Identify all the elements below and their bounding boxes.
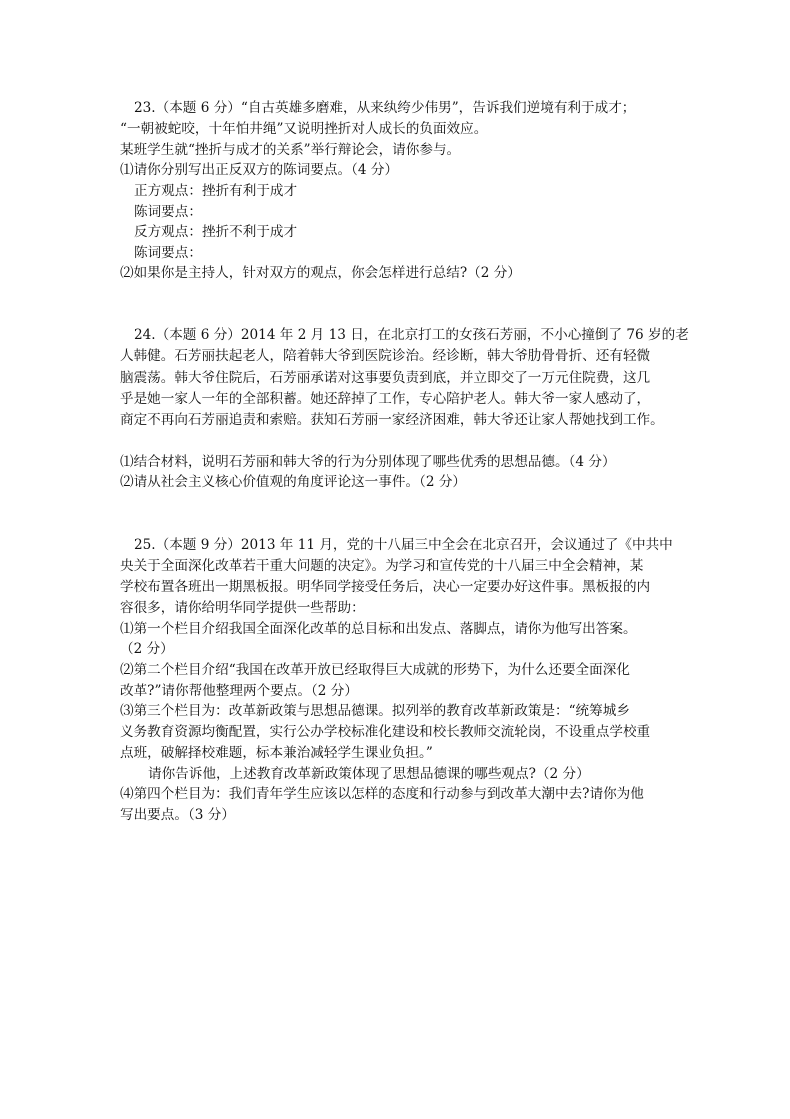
q24-line-4: 乎是她一家人一年的全部积蓄。她还辞掉了工作，专心陪护老人。韩大爷一家人感动了，: [120, 391, 651, 407]
q25-line-12: 请你告诉他，上述教育改革新政策体现了思想品德课的哪些观点?（2 分）: [148, 766, 590, 782]
q25-line-6: （2 分）: [120, 641, 174, 657]
q24-line-2: 人韩健。石芳丽扶起老人，陪着韩大爷到医院诊治。经诊断，韩大爷肋骨骨折、还有轻微: [120, 348, 651, 364]
q25-line-9: ⑶第三个栏目为：改革新政策与思想品德课。拟列举的教育改革新政策是：“统筹城乡: [120, 703, 630, 719]
q24-line-1: 24.（本题 6 分）2014 年 2 月 13 日，在北京打工的女孩石芳丽，不小心撞倒了 76 岁的老: [134, 327, 689, 343]
q24-line-3: 脑震荡。韩大爷住院后，石芳丽承诺对这事要负责到底，并立即交了一万元住院费，这几: [120, 370, 651, 386]
q25-line-2: 央关于全面深化改革若干重大问题的决定》。为学习和宣传党的十八届三中全会精神，某: [120, 558, 644, 574]
q25-line-14: 写出要点。（3 分）: [120, 807, 235, 823]
q23-line-6: 陈词要点：: [134, 204, 202, 220]
q23-line-3: 某班学生就“挫折与成才的关系”举行辩论会，请你参与。: [120, 142, 461, 158]
q23-line-1: 23.（本题 6 分）“自古英雄多磨难，从来纨绔少伟男”，告诉我们逆境有利于成才；: [134, 100, 636, 116]
q25-line-11: 点班，破解择校难题，标本兼治减轻学生课业负担。”: [120, 745, 433, 761]
q25-line-8: 改革?”请你帮他整理两个要点。（2 分）: [120, 683, 358, 699]
q25-line-3: 学校布置各班出一期黑板报。明华同学接受任务后，决心一定要办好这件事。黑板报的内: [120, 579, 651, 595]
q24-line-6: ⑴结合材料，说明石芳丽和韩大爷的行为分别体现了哪些优秀的思想品德。（4 分）: [120, 454, 616, 470]
q23-line-9: ⑵如果你是主持人，针对双方的观点，你会怎样进行总结?（2 分）: [120, 265, 521, 281]
q23-line-4: ⑴请你分别写出正反双方的陈词要点。（4 分）: [120, 162, 399, 178]
q24-line-5: 商定不再向石芳丽追责和索赔。获知石芳丽一家经济困难，韩大爷还让家人帮她找到工作。: [120, 412, 664, 428]
q25-line-10: 义务教育资源均衡配置，实行公办学校标准化建设和校长教师交流轮岗，不设重点学校重: [120, 724, 651, 740]
q23-line-5: 正方观点：挫折有利于成才: [134, 183, 298, 199]
q23-line-7: 反方观点：挫折不利于成才: [134, 224, 298, 240]
q23-line-8: 陈词要点：: [134, 245, 202, 261]
q25-line-5: ⑴第一个栏目介绍我国全面深化改革的总目标和出发点、落脚点，请你为他写出答案。: [120, 621, 637, 637]
q25-line-7: ⑵第二个栏目介绍“我国在改革开放已经取得巨大成就的形势下，为什么还要全面深化: [120, 662, 630, 678]
q25-line-4: 容很多，请你给明华同学提供一些帮助：: [120, 600, 365, 616]
q25-line-13: ⑷第四个栏目为：我们青年学生应该以怎样的态度和行动参与到改革大潮中去?请你为他: [120, 786, 644, 802]
q25-line-1: 25.（本题 9 分）2013 年 11 月，党的十八届三中全会在北京召开，会议通过了《中共中: [134, 537, 673, 553]
q23-line-2: “一朝被蛇咬，十年怕井绳”又说明挫折对人成长的负面效应。: [120, 121, 488, 137]
q24-line-7: ⑵请从社会主义核心价值观的角度评论这一事件。（2 分）: [120, 474, 467, 490]
